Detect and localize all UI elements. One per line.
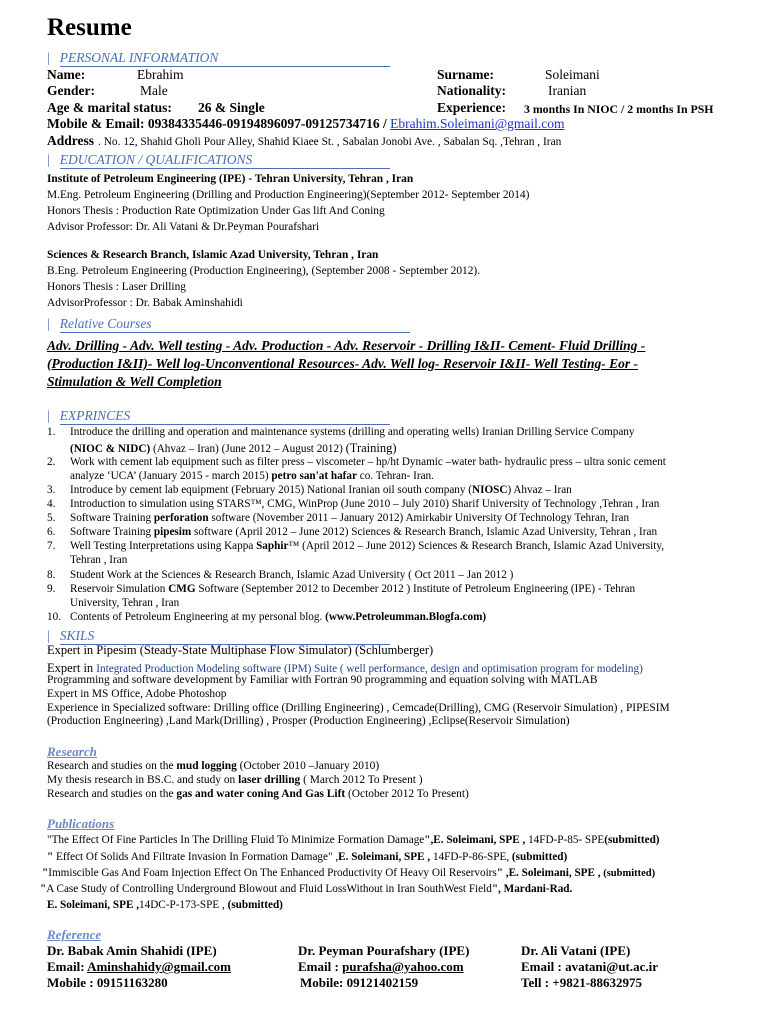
age-label: Age & marital status: — [47, 100, 172, 115]
address-row — [47, 132, 561, 150]
reference-3-email-link[interactable]: avatani@ut.ac.ir — [565, 959, 659, 974]
section-courses-title: Relative Courses — [60, 316, 410, 333]
exp-number: 2. — [47, 456, 56, 468]
section-experiences-title: EXPRINCES — [60, 408, 390, 425]
publication-5: E. Soleimani, SPE ,14DC-P-173-SPE , (submitted) — [47, 899, 283, 911]
skill-3: Programming and software development by Familiar with Fortran 90 programming and equation solving with MATLAB — [47, 674, 598, 686]
section-publications-title: Publications — [47, 816, 115, 831]
reference-2-email: Email : purafsha@yahoo.com — [298, 959, 464, 974]
section-skills-header: | SKILS — [47, 628, 390, 645]
experience-value: 3 months In NIOC / 2 months In PSH — [524, 102, 714, 116]
courses-line-1: Adv. Drilling - Adv. Well testing - Adv. Production - Adv. Reservoir - Drilling I&II- Cement- Fluid Drilling - — [47, 338, 646, 353]
exp-number: 10. — [47, 611, 61, 623]
courses-line-3: Stimulation & Well Completion — [47, 374, 222, 389]
exp-number: 8. — [47, 569, 56, 581]
section-experiences-header: | EXPRINCES — [47, 408, 390, 425]
address-value: . No. 12, Shahid Gholi Pour Alley, Shahid Kiaee St. , Sabalan Jonobi Ave. , Sabalan Sq. ,Tehran , Iran — [98, 136, 562, 148]
edu-advisor-2: AdvisorProfessor : Dr. Babak Aminshahidi — [47, 297, 243, 309]
exp-number: 5. — [47, 512, 56, 524]
skill-2: Expert in Integrated Production Modeling software (IPM) Suite ( well performance, design and optimisation program for modeling) — [47, 661, 643, 675]
edu-university-2: Sciences & Research Branch, Islamic Azad University, Tehran , Iran — [47, 249, 379, 261]
name-value: Ebrahim — [137, 67, 184, 82]
reference-1-email-link[interactable]: Aminshahidy@gmail.com — [87, 959, 232, 974]
address-label: Address — [47, 133, 95, 148]
exp-item-8: Student Work at the Sciences & Research Branch, Islamic Azad University ( Oct 2011 – Jan 2012 ) — [70, 569, 514, 581]
research-1: Research and studies on the mud logging (October 2010 –January 2010) — [47, 760, 380, 772]
exp-item-7b: Tehran , Iran — [70, 554, 128, 566]
courses-line-2: (Production I&II)- Well log-Unconventional Resources- Adv. Well log- Reservoir I&II- Well Testing- Eor - — [47, 356, 639, 371]
reference-1-name: Dr. Babak Amin Shahidi (IPE) — [47, 943, 217, 958]
exp-item-2b: analyze ‘UCA’ (January 2015 - march 2015) petro san'at hafar co. Tehran- Iran. — [70, 470, 434, 482]
reference-1-email: Email: Aminshahidy@gmail.com — [47, 959, 232, 974]
age-value: 26 & Single — [198, 100, 265, 115]
section-education-title: EDUCATION / QUALIFICATIONS — [60, 152, 390, 169]
publication-3: "Immiscible Gas And Foam Injection Effect On The Enhanced Productivity Of Heavy Oil Reservoirs" ,E. Soleimani, SPE , (submitted) — [42, 867, 656, 879]
experience-label: Experience: — [437, 100, 506, 115]
exp-item-1b: (NIOC & NIDC) (Ahvaz – Iran) (June 2012 – August 2012) (Training) — [70, 441, 397, 455]
section-personal-header: | PERSONAL INFORMATION — [47, 50, 390, 67]
exp-number: 7. — [47, 540, 56, 552]
name-label: Name: — [47, 67, 86, 82]
exp-number: 4. — [47, 498, 56, 510]
research-2: My thesis research in BS.C. and study on laser drilling ( March 2012 To Present ) — [47, 774, 423, 786]
exp-number: 6. — [47, 526, 56, 538]
section-reference-title: Reference — [47, 927, 102, 942]
reference-3-name: Dr. Ali Vatani (IPE) — [521, 943, 631, 958]
reference-2-phone: Mobile: 09121402159 — [300, 975, 419, 990]
surname-label: Surname: — [437, 67, 494, 82]
edu-thesis-1: Honors Thesis : Production Rate Optimization Under Gas lift And Coning — [47, 205, 385, 217]
exp-item-4: Introduction to simulation using STARS™, CMG, WinProp (June 2010 – July 2010) Sharif University of Technology ,Tehran , Iran — [70, 498, 660, 510]
skill-1: Expert in Pipesim (Steady-State Multiphase Flow Simulator) (Schlumberger) — [47, 643, 434, 657]
exp-item-7a: Well Testing Interpretations using Kappa Saphir™ (April 2012 – June 2012) Sciences & Research Branch, Islamic Azad University, — [70, 540, 665, 552]
exp-item-9a: Reservoir Simulation CMG Software (September 2012 to December 2012 ) Institute of Petroleum Engineering (IPE) - Tehran — [70, 583, 636, 595]
publication-4: "A Case Study of Controlling Underground Blowout and Fluid LossWithout in Iran SouthWest Field", Mardani-Rad. — [40, 883, 573, 895]
edu-advisor-1: Advisor Professor: Dr. Ali Vatani & Dr.Peyman Pourafshari — [47, 221, 320, 233]
skill-4: Expert in MS Office, Adobe Photoshop — [47, 688, 227, 700]
gender-value: Male — [140, 83, 168, 98]
section-courses-header: | Relative Courses — [47, 316, 410, 333]
page-title: Resume — [47, 14, 132, 41]
exp-item-3: Introduce by cement lab equipment (February 2015) National Iranian oil south company (NIOSC) Ahvaz – Iran — [70, 484, 572, 496]
contact-row — [47, 116, 565, 132]
edu-degree-1: M.Eng. Petroleum Engineering (Drilling and Production Engineering)(September 2012- September 2014) — [47, 189, 530, 201]
gender-label: Gender: — [47, 83, 95, 98]
exp-number: 9. — [47, 583, 56, 595]
nationality-value: Iranian — [548, 83, 587, 98]
section-research-title: Research — [47, 744, 97, 759]
research-3: Research and studies on the gas and water coning And Gas Lift (October 2012 To Present) — [47, 788, 469, 800]
reference-2-email-link[interactable]: purafsha@yahoo.com — [342, 959, 464, 974]
exp-item-5: Software Training perforation software (November 2011 – January 2012) Amirkabir University Of Technology Tehran, Iran — [70, 512, 630, 524]
nationality-label: Nationality: — [437, 83, 506, 98]
exp-number: 1. — [47, 426, 56, 438]
exp-item-10: Contents of Petroleum Engineering at my personal blog. (www.Petroleumman.Blogfa.com) — [70, 611, 487, 623]
reference-2-name: Dr. Peyman Pourafshary (IPE) — [298, 943, 470, 958]
section-education-header: | EDUCATION / QUALIFICATIONS — [47, 152, 390, 169]
exp-number: 3. — [47, 484, 56, 496]
contact-label: Mobile & Email: — [47, 116, 145, 131]
reference-1-phone: Mobile : 09151163280 — [47, 975, 168, 990]
skill-6: (Production Engineering) ,Land Mark(Drilling) , Prosper (Production Engineering) ,Eclipse(Reservoir Simulation) — [47, 715, 570, 727]
reference-3-phone: Tell : +9821-88632975 — [521, 975, 643, 990]
publication-1: "The Effect Of Fine Particles In The Drilling Fluid To Minimize Formation Damage",E. Soleimani, SPE , 14FD-P-85- SPE(submitted) — [47, 834, 660, 846]
surname-value: Soleimani — [545, 67, 600, 82]
exp-item-6: Software Training pipesim software (April 2012 – June 2012) Sciences & Research Branch, Islamic Azad University, Tehran , Iran — [70, 526, 658, 538]
phone-numbers: 09384335446-09194896097-09125734716 — [147, 116, 380, 131]
section-personal-title: PERSONAL INFORMATION — [60, 50, 390, 67]
exp-item-2a: Work with cement lab equipment such as filter press – viscometer – hp/ht Dynamic –water bath- hydraulic press – ultra sonic cement — [70, 456, 666, 468]
exp-item-1a: Introduce the drilling and operation and maintenance systems (drilling and operating wells) Iranian Drilling Service Company — [70, 426, 635, 438]
section-skills-title: SKILS — [60, 628, 390, 645]
publication-2: " Effect Of Solids And Filtrate Invasion In Formation Damage" ,E. Soleimani, SPE , 14FD-P-86-SPE, (submitted) — [47, 851, 568, 863]
blog-link[interactable]: (www.Petroleumman.Blogfa.com) — [325, 611, 487, 623]
reference-3-email: Email : avatani@ut.ac.ir — [521, 959, 659, 974]
contact-separator: / — [379, 116, 391, 131]
email-link[interactable]: Ebrahim.Soleimani@gmail.com — [390, 116, 565, 131]
edu-university-1: Institute of Petroleum Engineering (IPE) - Tehran University, Tehran , Iran — [47, 173, 414, 185]
edu-degree-2: B.Eng. Petroleum Engineering (Production Engineering), (September 2008 - September 2012). — [47, 265, 481, 277]
exp-item-9b: University, Tehran , Iran — [70, 597, 180, 609]
skill-5: Experience in Specialized software: Drilling office (Drilling Engineering) , Cemcade(Drilling), CMG (Reservoir Simulation) , PIPESIM — [47, 702, 670, 714]
edu-thesis-2: Honors Thesis : Laser Drilling — [47, 281, 186, 293]
